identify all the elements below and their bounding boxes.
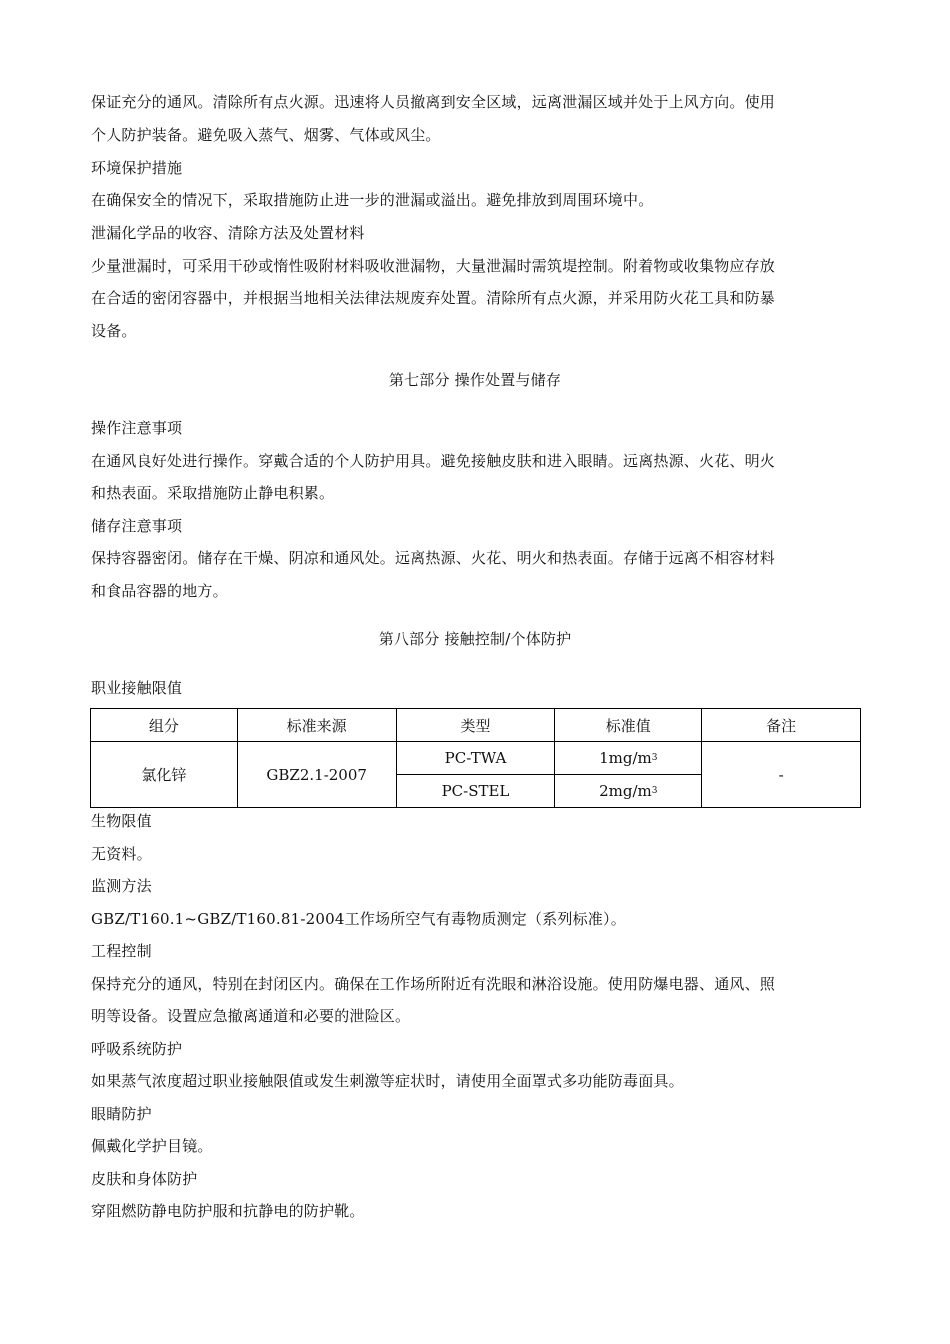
body-text: 佩戴化学护目镜。 (91, 1137, 213, 1155)
body-text: 在通风良好处进行操作。穿戴合适的个人防护用具。避免接触皮肤和进入眼睛。远离热源、火花、明火 (91, 452, 776, 470)
section-heading: 职业接触限值 (91, 679, 183, 697)
value-cell (555, 775, 702, 808)
type-cell: PC-TWA (396, 742, 555, 775)
body-text: 保持容器密闭。储存在干燥、阴凉和通风处。远离热源、火花、明火和热表面。存储于远离不相容材料 (91, 549, 776, 567)
body-text: 穿阻燃防静电防护服和抗静电的防护靴。 (91, 1202, 365, 1220)
section-heading: 环境保护措施 (91, 159, 183, 177)
value-text: 1mg/m (599, 749, 652, 767)
source-cell: GBZ2.1-2007 (237, 742, 396, 808)
component-cell: 氯化锌 (91, 742, 238, 808)
body-text: 明等设备。设置应急撤离通道和必要的泄险区。 (91, 1007, 411, 1025)
section-heading: 工程控制 (91, 942, 152, 960)
body-text: 在合适的密闭容器中，并根据当地相关法律法规废弃处置。清除所有点火源，并采用防火花工具和防暴 (91, 289, 776, 307)
section-heading: 泄漏化学品的收容、清除方法及处置材料 (91, 224, 365, 242)
section-heading: 监测方法 (91, 877, 152, 895)
unit-superscript: 3 (651, 753, 658, 763)
remark-cell: - (702, 742, 861, 808)
body-text: 和热表面。采取措施防止静电积累。 (91, 484, 335, 502)
body-text: 如果蒸气浓度超过职业接触限值或发生刺激等症状时，请使用全面罩式多功能防毒面具。 (91, 1072, 684, 1090)
section-heading: 生物限值 (91, 812, 152, 830)
body-text: 少量泄漏时，可采用干砂或惰性吸附材料吸收泄漏物，大量泄漏时需筑堤控制。附着物或收集物应存放 (91, 257, 776, 275)
value-cell (555, 742, 702, 775)
section-heading: 呼吸系统防护 (91, 1040, 183, 1058)
table-header: 标准来源 (237, 709, 396, 742)
table-header: 类型 (396, 709, 555, 742)
unit-superscript: 3 (651, 786, 658, 796)
body-text: 保证充分的通风。清除所有点火源。迅速将人员撤离到安全区域，远离泄漏区域并处于上风方向。使用 (91, 93, 776, 111)
part-title: 第八部分 接触控制/个体防护 (378, 630, 572, 648)
table-header: 备注 (702, 709, 861, 742)
body-text: 设备。 (91, 322, 137, 340)
section-heading: 眼睛防护 (91, 1105, 152, 1123)
body-text: 无资料。 (91, 845, 152, 863)
table-row (91, 742, 861, 775)
body-text: 保持充分的通风，特别在封闭区内。确保在工作场所附近有洗眼和淋浴设施。使用防爆电器、通风、照 (91, 975, 776, 993)
body-text: 个人防护装备。避免吸入蒸气、烟雾、气体或风尘。 (91, 126, 441, 144)
section-heading: 操作注意事项 (91, 419, 183, 437)
value-text: 2mg/m (599, 782, 652, 800)
type-cell: PC-STEL (396, 775, 555, 808)
table-header-row (91, 709, 861, 742)
body-text: 和食品容器的地方。 (91, 582, 228, 600)
body-text: GBZ/T160.1~GBZ/T160.81-2004工作场所空气有毒物质测定（系列标准）。 (91, 910, 626, 928)
exposure-limits-table (90, 708, 861, 808)
table-header: 标准值 (555, 709, 702, 742)
section-heading: 储存注意事项 (91, 517, 183, 535)
part-title: 第七部分 操作处置与储存 (388, 371, 562, 389)
section-heading: 皮肤和身体防护 (91, 1170, 198, 1188)
table-header: 组分 (91, 709, 238, 742)
body-text: 在确保安全的情况下，采取措施防止进一步的泄漏或溢出。避免排放到周围环境中。 (91, 191, 654, 209)
